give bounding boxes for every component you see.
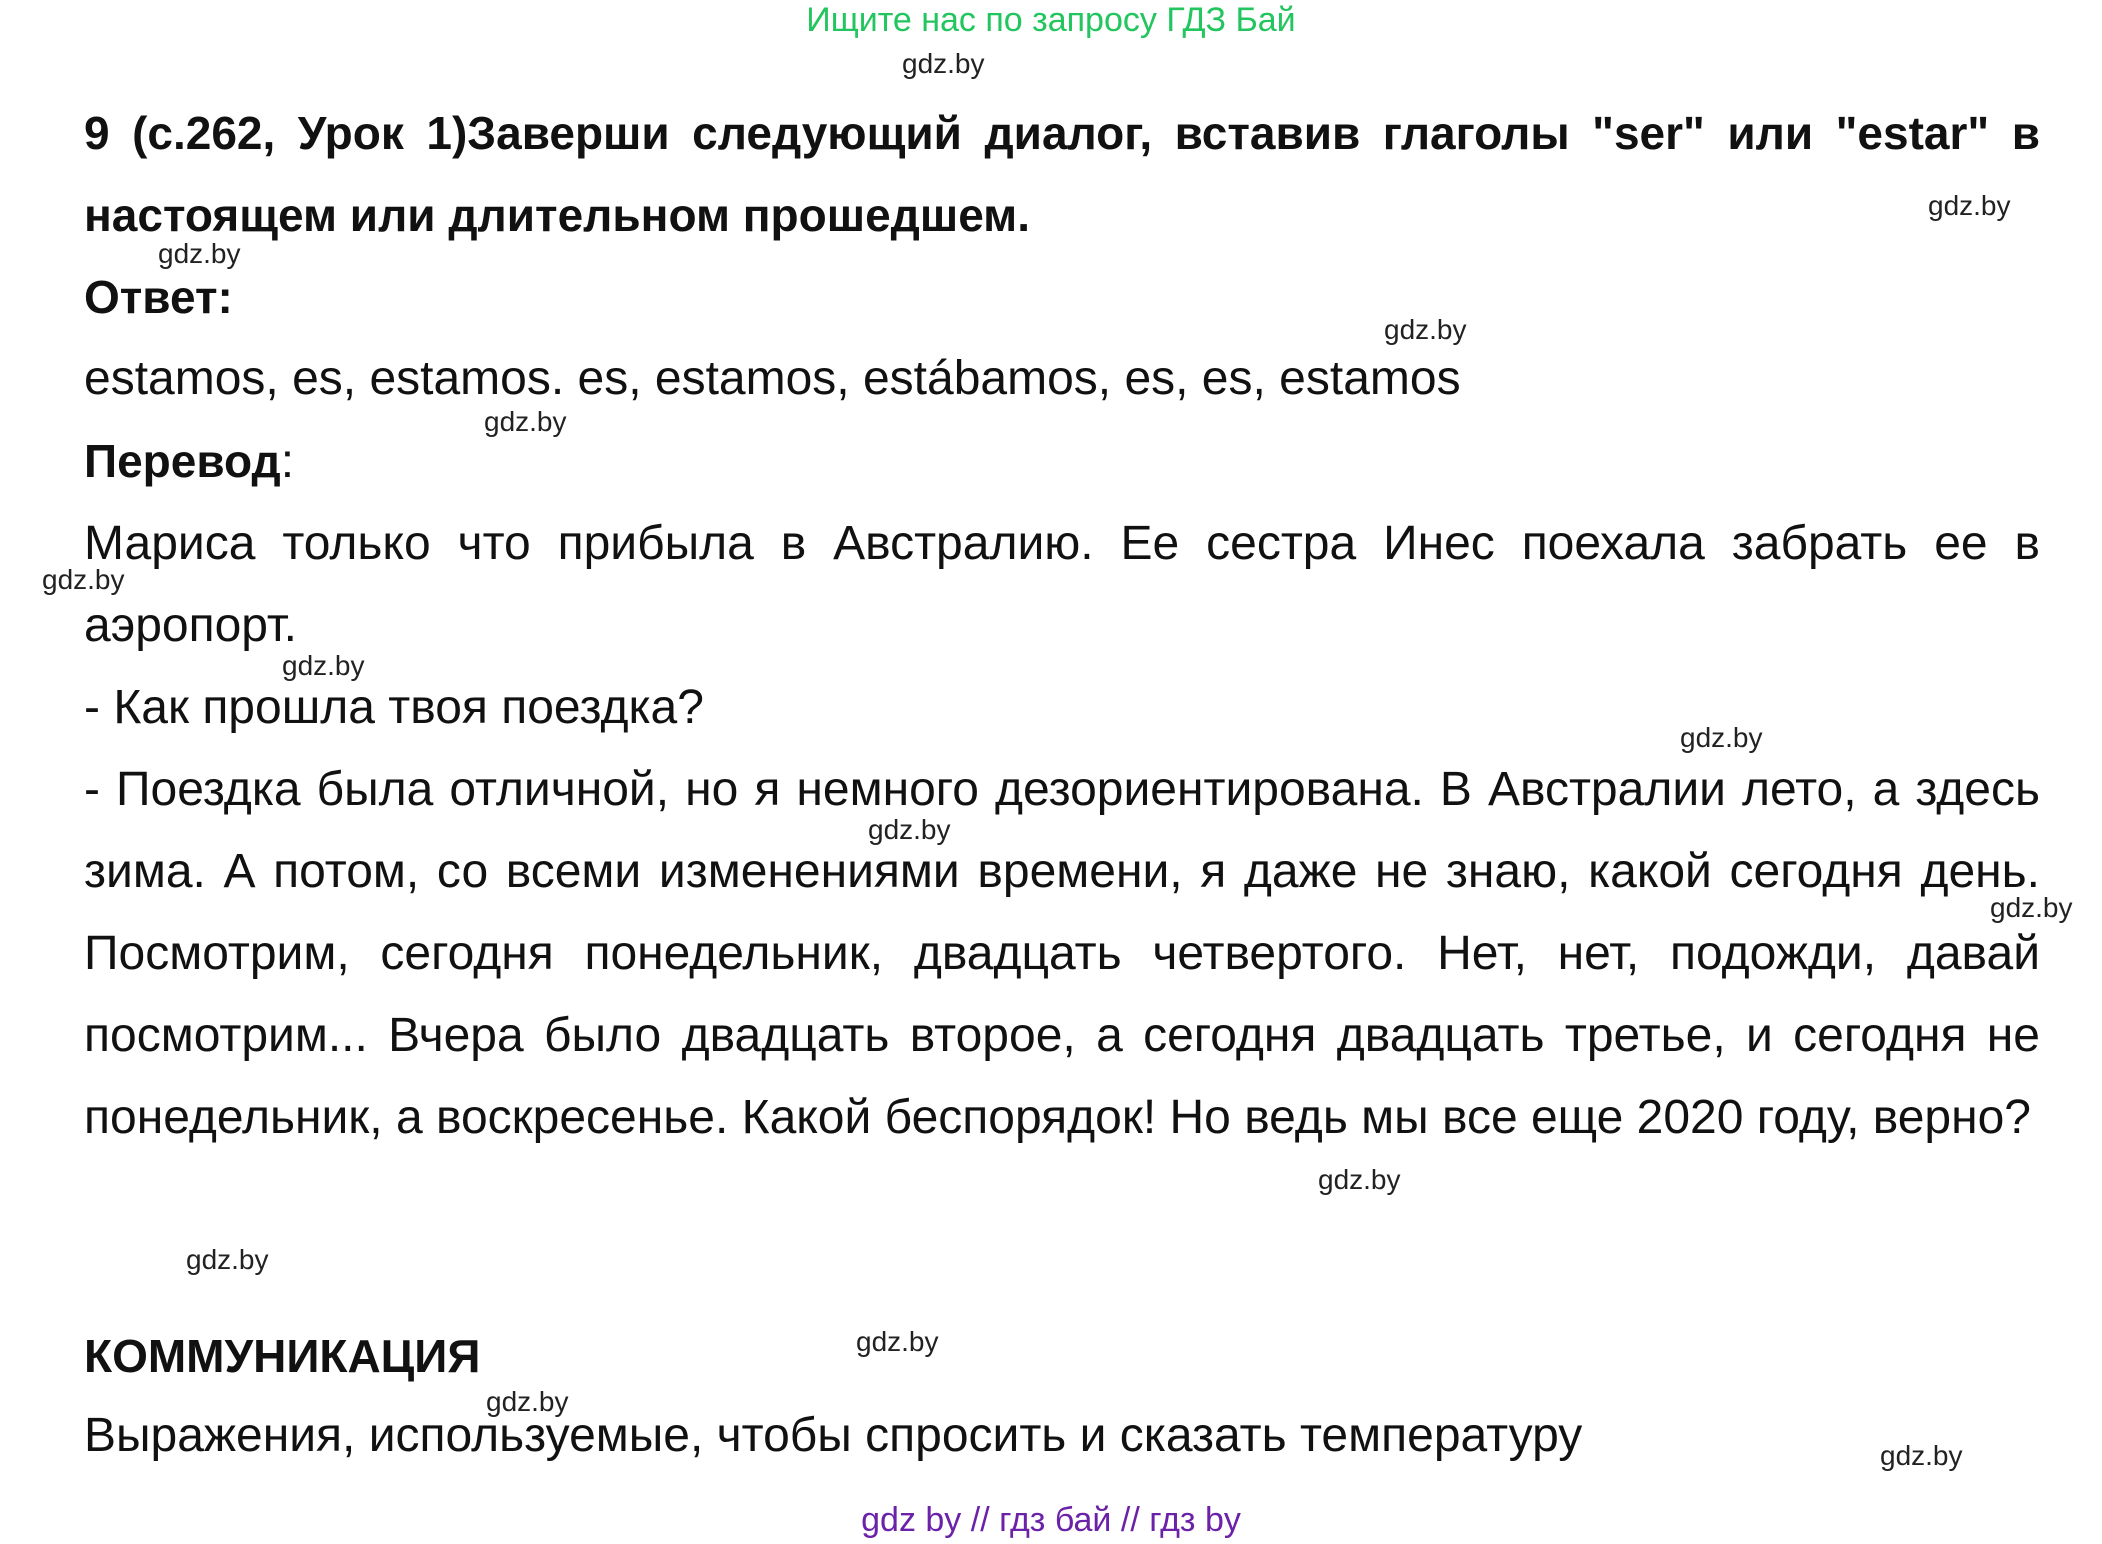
translation-paragraph: - Поездка была отличной, но я немного дезориентирована. В Австралии лето, а здесь зима. А потом, со всеми изменениями времени, я даже не знаю, какой сегодня день. Посмотрим, сегодня понедельник, двадцать четвертого. Нет, нет, подожди, давай посмотрим... Вчера было двадцать второе, а сегодня двадцать третье, и сегодня не понедельник, а воскресенье. Какой беспорядок! Но ведь мы все еще 2020 году, верно?: [84, 763, 2040, 1144]
watermark: gdz.by: [856, 1326, 939, 1357]
task-title: 9 (с.262, Урок 1)Заверши следующий диалог, вставив глаголы "ser" или "estar" в настоящем или длительном прошедшем.: [84, 107, 2040, 241]
answer-text: estamos, es, estamos. es, estamos, estábamos, es, es, estamos: [84, 352, 1461, 405]
watermark: gdz.by: [158, 238, 241, 269]
watermark: gdz.by: [1318, 1164, 1401, 1195]
watermark: gdz.by: [1990, 892, 2073, 923]
watermark: gdz.by: [1680, 722, 1763, 753]
footer: gdz by // гдз бай // гдз by: [861, 1501, 1241, 1539]
translation-paragraph: Мариса только что прибыла в Австралию. Ее сестра Инес поехала забрать ее в аэропорт.: [84, 517, 2040, 652]
watermark: gdz.by: [902, 48, 985, 79]
translation-label: Перевод: [84, 435, 281, 487]
translation-paragraph: - Как прошла твоя поездка?: [84, 681, 704, 734]
translation-colon: :: [280, 435, 295, 488]
watermark: gdz.by: [484, 406, 567, 437]
watermark: gdz.by: [868, 814, 951, 845]
translation-heading: [84, 420, 2040, 503]
watermark: gdz.by: [1880, 1440, 1963, 1471]
section-heading: КОММУНИКАЦИЯ: [84, 1330, 481, 1382]
watermark: gdz.by: [1928, 190, 2011, 221]
watermark: gdz.by: [1384, 314, 1467, 345]
section-subheading: Выражения, используемые, чтобы спросить и сказать температуру: [84, 1409, 1583, 1462]
answer-label: Ответ:: [84, 271, 233, 323]
watermark: gdz.by: [486, 1386, 569, 1417]
watermark: gdz.by: [186, 1244, 269, 1275]
main-content: [84, 92, 2040, 1159]
watermark: gdz.by: [42, 564, 125, 595]
top-banner: Ищите нас по запросу ГДЗ Бай: [806, 1, 1296, 39]
watermark: gdz.by: [282, 650, 365, 681]
